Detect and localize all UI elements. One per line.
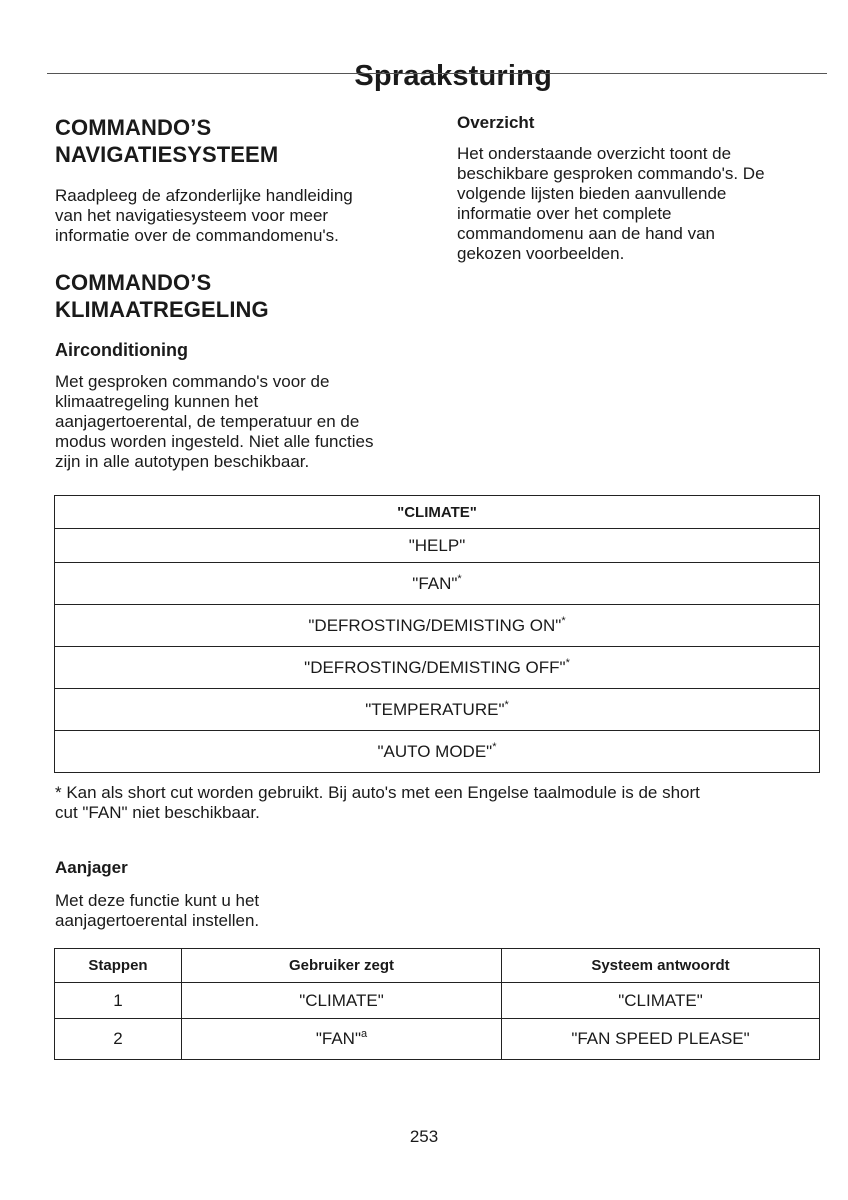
shortcut-mark: * xyxy=(565,656,570,669)
text-line: * Kan als short cut worden gebruikt. Bij auto's met een Engelse taalmodule is de short xyxy=(55,783,700,802)
text-line: aanjagertoerental, de temperatuur en de xyxy=(55,412,360,431)
table-row xyxy=(55,605,820,647)
navigation-commands-heading xyxy=(55,114,425,168)
table-row xyxy=(55,689,820,731)
fan-section xyxy=(55,857,455,931)
shortcut-mark: * xyxy=(457,572,462,585)
text-line: zijn in alle autotypen beschikbaar. xyxy=(55,452,310,471)
footnote-mark: a xyxy=(361,1028,368,1040)
left-column xyxy=(55,112,425,472)
system-responds-cell: "CLIMATE" xyxy=(502,983,820,1019)
text-line: beschikbare gesproken commando's. De xyxy=(457,164,765,183)
command-cell xyxy=(55,563,820,605)
command-text: "AUTO MODE" xyxy=(377,741,493,761)
text-line: Het onderstaande overzicht toont de xyxy=(457,144,732,163)
airconditioning-heading: Airconditioning xyxy=(55,340,188,360)
airconditioning-text xyxy=(55,372,425,472)
title-divider xyxy=(47,73,827,74)
text-line: cut "FAN" niet beschikbaar. xyxy=(55,803,260,822)
fan-heading: Aanjager xyxy=(55,858,128,877)
text-line: informatie over de commandomenu's. xyxy=(55,226,339,245)
table-row xyxy=(55,983,820,1019)
steps-header: Stappen xyxy=(55,949,182,983)
user-says-cell xyxy=(182,983,502,1019)
step-cell: 1 xyxy=(55,983,182,1019)
overview-heading: Overzicht xyxy=(457,113,535,132)
page-number: 253 xyxy=(409,1127,439,1146)
text-line: gekozen voorbeelden. xyxy=(457,244,625,263)
command-text: "TEMPERATURE" xyxy=(365,699,505,719)
table-row xyxy=(55,731,820,773)
text-line: informatie over het complete xyxy=(457,204,672,223)
text-line: van het navigatiesysteem voor meer xyxy=(55,206,329,225)
navigation-commands-text xyxy=(55,186,425,246)
command-cell xyxy=(55,689,820,731)
command-text: "DEFROSTING/DEMISTING OFF" xyxy=(304,657,566,677)
user-command-text: "FAN" xyxy=(315,1029,361,1048)
table-row xyxy=(55,529,820,563)
right-column xyxy=(457,112,827,264)
user-says-header: Gebruiker zegt xyxy=(182,949,502,983)
shortcut-mark: * xyxy=(492,740,497,753)
command-cell xyxy=(55,731,820,773)
heading-line: COMMANDO’S xyxy=(55,270,212,295)
page-title: Spraaksturing xyxy=(354,60,552,92)
text-line: Met gesproken commando's voor de xyxy=(55,372,330,391)
shortcut-mark: * xyxy=(561,614,566,627)
command-text: "FAN" xyxy=(412,573,458,593)
climate-commands-table xyxy=(54,495,820,773)
text-line: volgende lijsten bieden aanvullende xyxy=(457,184,727,203)
user-command-text: "CLIMATE" xyxy=(299,990,384,1010)
command-cell xyxy=(55,647,820,689)
table-row xyxy=(55,563,820,605)
shortcut-mark: * xyxy=(504,698,509,711)
command-text: "DEFROSTING/DEMISTING ON" xyxy=(308,615,562,635)
system-responds-cell: "FAN SPEED PLEASE" xyxy=(502,1019,820,1060)
text-line: Raadpleeg de afzonderlijke handleiding xyxy=(55,186,353,205)
shortcut-footnote xyxy=(55,783,830,823)
text-line: commandomenu aan de hand van xyxy=(457,224,716,243)
fan-text xyxy=(55,891,455,931)
table-header-cell: "CLIMATE" xyxy=(55,496,820,529)
page-header xyxy=(0,30,848,92)
heading-line: KLIMAATREGELING xyxy=(55,297,269,322)
heading-line: COMMANDO’S xyxy=(55,115,212,140)
heading-line: NAVIGATIESYSTEEM xyxy=(55,142,279,167)
table-row xyxy=(55,647,820,689)
fan-steps-table xyxy=(54,948,820,1060)
command-cell xyxy=(55,605,820,647)
table-header-row xyxy=(55,949,820,983)
climate-commands-heading xyxy=(55,269,425,323)
text-line: aanjagertoerental instellen. xyxy=(55,911,260,930)
text-line: klimaatregeling kunnen het xyxy=(55,392,259,411)
command-text: "HELP" xyxy=(408,535,466,555)
user-says-cell xyxy=(182,1019,502,1060)
table-row xyxy=(55,1019,820,1060)
command-cell xyxy=(55,529,820,563)
step-cell: 2 xyxy=(55,1019,182,1060)
system-responds-header: Systeem antwoordt xyxy=(502,949,820,983)
text-line: Met deze functie kunt u het xyxy=(55,891,260,910)
overview-text xyxy=(457,144,827,264)
text-line: modus worden ingesteld. Niet alle functies xyxy=(55,432,374,451)
